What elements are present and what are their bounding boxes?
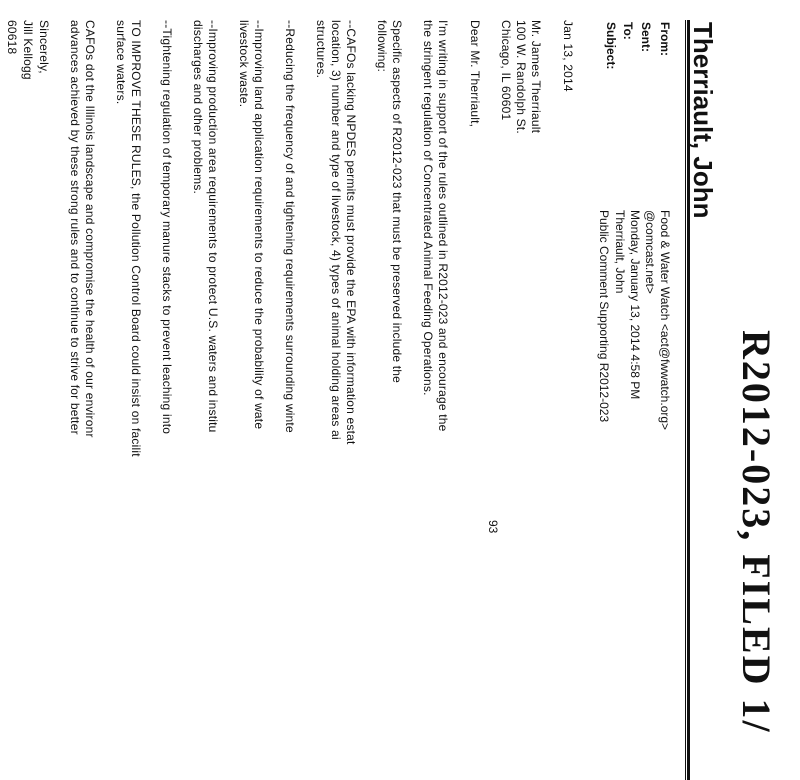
list-item-line: --Reducing the frequency of and tightening requirements surrounding winte (283, 20, 297, 433)
list-item-line: livestock waste. (237, 20, 251, 108)
from-value-cont: @comcast.net> (643, 210, 657, 294)
address-line: Mr. James Therriault (529, 20, 543, 134)
salutation: Dear Mr. Therriault, (468, 20, 482, 128)
list-item-line: --Improving production area requirements to protect U.S. waters and institu (206, 20, 220, 433)
letter-date: Jan 13, 2014 (561, 20, 575, 92)
filed-stamp: R2012-023, FILED 1/ (734, 330, 779, 734)
subject-value: Public Comment Supporting R2012-023 (597, 210, 611, 423)
body-paragraph-line: Specific aspects of R2012-023 that must be preserved include the (390, 20, 404, 384)
list-item-line: --CAFOs lacking NPDES permits must provide the EPA with information estat (344, 20, 358, 445)
subject-label: Subject: (604, 22, 618, 70)
list-item-line: discharges and other problems. (191, 20, 205, 195)
from-label: From: (658, 22, 672, 56)
address-line: 100 W. Randolph St. (514, 20, 528, 134)
to-label: To: (621, 22, 635, 40)
header-rule-thin (685, 20, 686, 780)
list-item-line: structures. (314, 20, 328, 79)
list-item-line: --Improving land application requirements to reduce the probability of wate (252, 20, 266, 430)
header-rule (687, 20, 690, 780)
from-value: Food & Water Watch <act@fwwatch.org> (658, 210, 672, 431)
body-paragraph-line: TO IMPROVE THESE RULES, the Pollution Control Board could insist on facilit (129, 20, 143, 457)
body-paragraph-line: following: (375, 20, 389, 73)
sent-label: Sent: (639, 22, 653, 52)
body-paragraph-line: CAFOs dot the Illinois landscape and compromise the health of our environr (83, 20, 97, 438)
sender-name-heading: Therriault, John (688, 22, 718, 219)
sent-value: Monday, January 13, 2014 4:58 PM (628, 210, 642, 400)
list-item-line: location, 3) number and type of livestock, 4) types of animal holding areas ai (329, 20, 343, 440)
to-value: Therriault, John (613, 210, 627, 294)
page-number: 93 (486, 520, 500, 534)
body-paragraph-line: advances achieved by these strong rules and to continue to strive for better (68, 20, 82, 435)
address-line: Chicago, IL 60601 (499, 20, 513, 121)
signature-name: Jill Kellogg (21, 20, 35, 80)
body-paragraph-line: I'm writing in support of the rules outlined in R2012-023 and encourage the (436, 20, 450, 432)
signoff: Sincerely, (37, 20, 51, 74)
body-paragraph-line: the stringent regulation of Concentrated Animal Feeding Operations. (421, 20, 435, 396)
body-paragraph-line: surface waters. (114, 20, 128, 105)
list-item-line: --Tightening regulation of temporary manure stacks to prevent leaching into (160, 20, 174, 435)
zip-code: 60618 (5, 20, 19, 55)
